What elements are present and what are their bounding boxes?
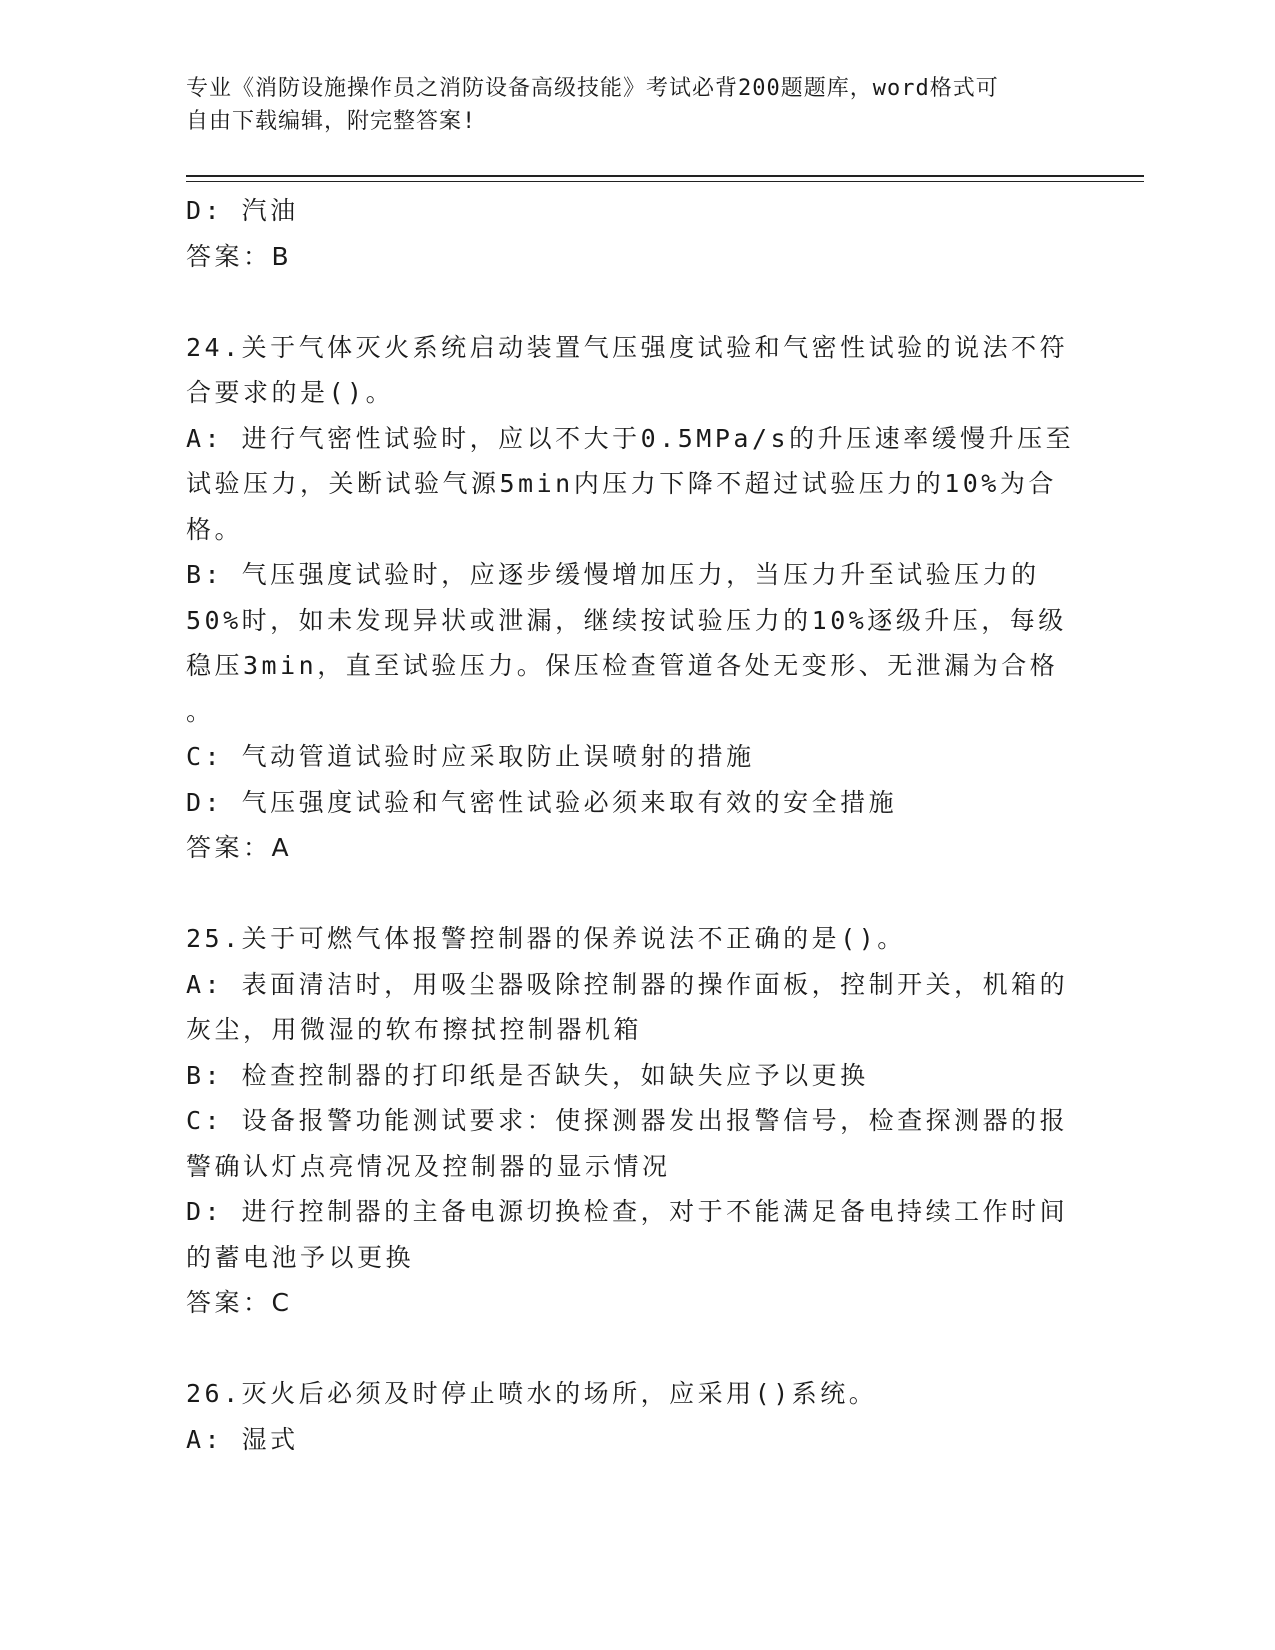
q24-option-a-line-3: 格。	[186, 514, 244, 544]
header-line-2: 自由下载编辑，附完整答案!	[186, 109, 477, 134]
spacer	[186, 279, 1066, 325]
q25-option-c-line-2: 警确认灯点亮情况及控制器的显示情况	[186, 1151, 671, 1181]
q25-option-c-line-1: C: 设备报警功能测试要求：使探测器发出报警信号，检查探测器的报	[186, 1106, 1069, 1135]
q25-answer: 答案：C	[186, 1288, 293, 1317]
q26-stem: 26.灭火后必须及时停止喷水的场所，应采用()系统。	[186, 1379, 878, 1408]
q25-stem: 25.关于可燃气体报警控制器的保养说法不正确的是()。	[186, 924, 906, 953]
spacer	[186, 1326, 1066, 1372]
q24-option-a-line-1: A: 进行气密性试验时，应以不大于0.5MPa/s的升压速率缓慢升压至	[186, 423, 1075, 453]
q24-option-b-line-3: 稳压3min，直至试验压力。保压检查管道各处无变形、无泄漏为合格	[186, 651, 1059, 680]
q24-option-d: D: 气压强度试验和气密性试验必须来取有效的安全措施	[186, 787, 898, 817]
q25-option-a-line-1: A: 表面清洁时，用吸尘器吸除控制器的操作面板，控制开关，机箱的	[186, 969, 1069, 999]
q24-option-c: C: 气动管道试验时应采取防止误喷射的措施	[186, 742, 755, 771]
q23-option-d: D: 汽油	[186, 196, 299, 225]
q25-option-a-line-2: 灰尘，用微湿的软布擦拭控制器机箱	[186, 1015, 643, 1044]
q24-option-a-line-2: 试验压力，关断试验气源5min内压力下降不超过试验压力的10%为合	[186, 469, 1057, 498]
q24-answer: 答案：A	[186, 833, 293, 862]
document-header	[186, 72, 1066, 138]
document-body	[186, 188, 1075, 1462]
q24-option-b-line-1: B: 气压强度试验时，应逐步缓慢增加压力，当压力升至试验压力的	[186, 560, 1040, 589]
q25-option-d-line-2: 的蓄电池予以更换	[186, 1242, 415, 1272]
q24-stem-line-2: 合要求的是()。	[186, 378, 395, 407]
q25-option-d-line-1: D: 进行控制器的主备电源切换检查，对于不能满足备电持续工作时间	[186, 1197, 1069, 1226]
header-rule-thick	[186, 175, 1144, 177]
spacer	[186, 871, 1066, 917]
q23-answer: 答案：B	[186, 241, 293, 271]
q24-option-b-line-4: 。	[186, 696, 215, 726]
q25-option-b: B: 检查控制器的打印纸是否缺失，如缺失应予以更换	[186, 1060, 869, 1090]
q24-option-b-line-2: 50%时，如未发现异状或泄漏，继续按试验压力的10%逐级升压，每级	[186, 605, 1067, 635]
header-rule-thin	[186, 181, 1144, 182]
q26-option-a: A: 湿式	[186, 1424, 299, 1454]
header-line-1: 专业《消防设施操作员之消防设备高级技能》考试必背200题题库，word格式可	[186, 76, 999, 101]
q24-stem-line-1: 24.关于气体灭火系统启动装置气压强度试验和气密性试验的说法不符	[186, 332, 1069, 362]
